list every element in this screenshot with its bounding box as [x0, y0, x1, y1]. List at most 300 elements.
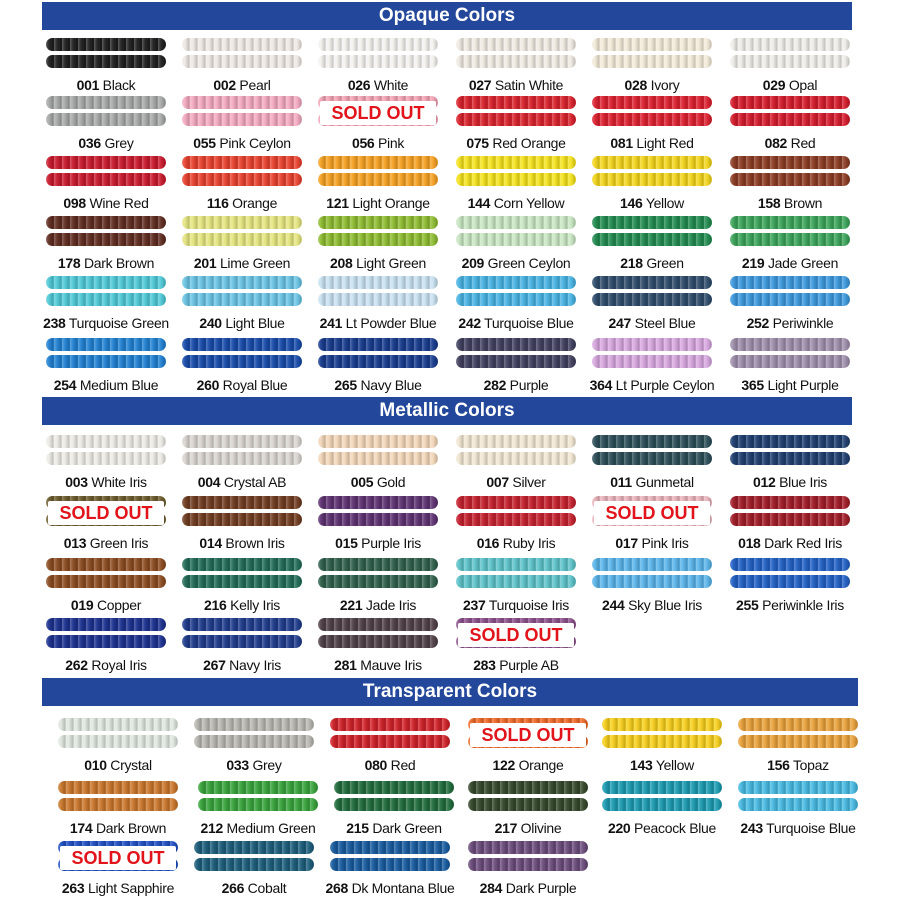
- bead-strand: [46, 38, 166, 51]
- bead-swatch[interactable]: [44, 153, 168, 211]
- bead-code: 212: [200, 820, 223, 836]
- bead-label: [186, 880, 322, 896]
- bead-strand: [194, 841, 314, 854]
- bead-swatch[interactable]: [454, 93, 578, 151]
- bead-swatch[interactable]: [728, 273, 852, 331]
- bead-name: Turquoise Blue: [762, 820, 856, 836]
- bead-swatch[interactable]: [316, 153, 440, 211]
- bead-name: Brown Iris: [221, 535, 285, 551]
- bead-strand-image: [316, 335, 440, 375]
- bead-strand: [318, 276, 438, 289]
- bead-strand: [58, 735, 178, 748]
- bead-strand-image: [180, 432, 304, 472]
- bead-label: [584, 135, 720, 151]
- bead-name: White Iris: [87, 474, 147, 490]
- bead-strand-image: [728, 35, 852, 75]
- bead-swatch[interactable]: [728, 35, 852, 93]
- bead-strand: [58, 781, 178, 794]
- bead-strand: [182, 276, 302, 289]
- bead-swatch[interactable]: [590, 35, 714, 93]
- bead-strand-image: [316, 432, 440, 472]
- bead-strand-image: [316, 493, 440, 533]
- bead-code: 014: [199, 535, 222, 551]
- bead-strand: [468, 781, 588, 794]
- bead-label: [722, 315, 858, 331]
- bead-code: 121: [326, 195, 349, 211]
- bead-strand-image: [180, 153, 304, 193]
- bead-name: Jade Green: [764, 255, 839, 271]
- bead-swatch[interactable]: [56, 838, 180, 896]
- bead-label: [322, 757, 458, 773]
- bead-code: 262: [65, 657, 88, 673]
- bead-swatch[interactable]: [454, 153, 578, 211]
- bead-swatch[interactable]: [466, 838, 590, 896]
- bead-strand: [182, 38, 302, 51]
- bead-strand-image: [316, 555, 440, 595]
- bead-code: 144: [467, 195, 491, 211]
- bead-code: 010: [84, 757, 107, 773]
- bead-name: Sky Blue Iris: [624, 597, 702, 613]
- bead-code: 026: [347, 77, 371, 93]
- bead-strand-image: [454, 213, 578, 253]
- bead-strand: [592, 575, 712, 588]
- bead-label: [38, 135, 174, 151]
- bead-strand-image: [316, 615, 440, 655]
- bead-strand: [194, 858, 314, 871]
- bead-strand: [182, 618, 302, 631]
- bead-code: 268: [325, 880, 348, 896]
- bead-name: Crystal AB: [220, 474, 287, 490]
- bead-swatch[interactable]: [196, 778, 320, 836]
- bead-swatch[interactable]: [454, 432, 578, 490]
- bead-code: 002: [213, 77, 236, 93]
- bead-swatch[interactable]: [180, 273, 304, 331]
- bead-name: Orange: [228, 195, 278, 211]
- bead-code: 265: [334, 377, 357, 393]
- bead-strand: [194, 735, 314, 748]
- bead-label: [448, 135, 584, 151]
- bead-strand: [730, 435, 850, 448]
- bead-name: Medium Green: [222, 820, 316, 836]
- bead-swatch[interactable]: [600, 715, 724, 773]
- bead-name: Lime Green: [216, 255, 291, 271]
- bead-name: Pink: [374, 135, 405, 151]
- bead-code: 260: [196, 377, 220, 393]
- bead-code: 215: [346, 820, 369, 836]
- sold-out-badge: SOLD OUT: [320, 101, 436, 125]
- bead-strand-image: [328, 838, 452, 878]
- bead-label: [310, 597, 446, 613]
- bead-code: 122: [492, 757, 515, 773]
- bead-swatch[interactable]: [590, 273, 714, 331]
- bead-swatch[interactable]: [192, 715, 316, 773]
- bead-strand: [318, 233, 438, 246]
- bead-label: [310, 77, 446, 93]
- bead-code: 247: [608, 315, 632, 331]
- bead-name: Purple: [506, 377, 549, 393]
- bead-swatch[interactable]: [56, 778, 180, 836]
- bead-swatch[interactable]: [728, 493, 852, 551]
- bead-name: Kelly Iris: [226, 597, 280, 613]
- bead-code: 178: [57, 255, 81, 271]
- bead-strand: [46, 575, 166, 588]
- bead-strand: [46, 355, 166, 368]
- bead-code: 013: [63, 535, 87, 551]
- bead-label: [594, 820, 730, 836]
- bead-strand: [730, 96, 850, 109]
- bead-swatch[interactable]: [454, 335, 578, 393]
- bead-strand-image: [454, 35, 578, 75]
- bead-code: 055: [193, 135, 216, 151]
- bead-label: [722, 535, 858, 551]
- bead-name: Pink Ceylon: [215, 135, 291, 151]
- bead-strand-image: [454, 432, 578, 472]
- bead-label: [584, 597, 720, 613]
- bead-name: Lt Purple Ceylon: [612, 377, 715, 393]
- bead-code: 116: [206, 195, 229, 211]
- bead-name: Peacock Blue: [630, 820, 717, 836]
- bead-code: 255: [736, 597, 759, 613]
- bead-swatch[interactable]: [736, 778, 860, 836]
- bead-name: Corn Yellow: [490, 195, 565, 211]
- bead-name: Gold: [373, 474, 406, 490]
- bead-label: [38, 315, 174, 331]
- bead-name: Pink Iris: [637, 535, 689, 551]
- bead-strand: [456, 435, 576, 448]
- bead-swatch[interactable]: [466, 715, 590, 773]
- bead-code: 252: [746, 315, 770, 331]
- bead-name: Red: [387, 757, 416, 773]
- bead-swatch[interactable]: [728, 213, 852, 271]
- bead-swatch[interactable]: [590, 153, 714, 211]
- bead-strand: [456, 173, 576, 186]
- bead-code: 075: [466, 135, 489, 151]
- bead-swatch[interactable]: [180, 213, 304, 271]
- bead-swatch[interactable]: [316, 432, 440, 490]
- bead-strand: [730, 156, 850, 169]
- bead-swatch[interactable]: [316, 335, 440, 393]
- bead-strand-image: [180, 335, 304, 375]
- bead-strand: [592, 293, 712, 306]
- bead-label: [38, 535, 174, 551]
- bead-name: Lt Powder Blue: [342, 315, 437, 331]
- bead-strand-image: [44, 432, 168, 472]
- bead-strand: [318, 38, 438, 51]
- bead-strand: [602, 798, 722, 811]
- bead-name: Turquoise Green: [65, 315, 169, 331]
- bead-swatch[interactable]: [728, 432, 852, 490]
- bead-code: 240: [199, 315, 222, 331]
- bead-name: Satin White: [491, 77, 564, 93]
- bead-strand: [592, 558, 712, 571]
- bead-swatch[interactable]: [180, 615, 304, 673]
- bead-swatch[interactable]: [600, 778, 724, 836]
- bead-swatch[interactable]: [316, 493, 440, 551]
- bead-swatch[interactable]: [44, 93, 168, 151]
- bead-code: 156: [767, 757, 790, 773]
- bead-strand: [182, 452, 302, 465]
- bead-swatch[interactable]: [316, 615, 440, 673]
- bead-swatch[interactable]: [180, 555, 304, 613]
- bead-strand: [456, 96, 576, 109]
- bead-swatch[interactable]: [316, 273, 440, 331]
- bead-swatch[interactable]: [454, 615, 578, 673]
- bead-swatch[interactable]: [44, 213, 168, 271]
- bead-strand: [456, 558, 576, 571]
- bead-strand: [182, 513, 302, 526]
- bead-strand: [468, 841, 588, 854]
- bead-label: [448, 377, 584, 393]
- bead-swatch[interactable]: [180, 153, 304, 211]
- bead-label: [722, 135, 858, 151]
- bead-swatch[interactable]: [466, 778, 590, 836]
- bead-label: [722, 77, 858, 93]
- bead-strand-image: [454, 493, 578, 533]
- bead-strand: [592, 233, 712, 246]
- bead-strand: [730, 575, 850, 588]
- bead-strand: [592, 435, 712, 448]
- bead-swatch[interactable]: [590, 213, 714, 271]
- bead-strand: [456, 55, 576, 68]
- bead-code: 080: [364, 757, 388, 773]
- bead-strand: [334, 781, 454, 794]
- bead-strand: [182, 635, 302, 648]
- bead-strand: [456, 156, 576, 169]
- bead-strand: [456, 513, 576, 526]
- bead-strand: [602, 735, 722, 748]
- bead-strand-image: [180, 93, 304, 133]
- bead-swatch[interactable]: [728, 335, 852, 393]
- bead-name: Turquoise Iris: [485, 597, 569, 613]
- bead-name: Navy Blue: [356, 377, 422, 393]
- bead-label: [722, 255, 858, 271]
- bead-name: Light Orange: [348, 195, 430, 211]
- bead-code: 238: [43, 315, 66, 331]
- bead-strand: [730, 173, 850, 186]
- bead-strand: [46, 635, 166, 648]
- bead-swatch[interactable]: [590, 493, 714, 551]
- bead-swatch[interactable]: [44, 493, 168, 551]
- bead-label: [310, 315, 446, 331]
- bead-strand: [46, 618, 166, 631]
- bead-strand: [730, 338, 850, 351]
- bead-strand-image: [728, 93, 852, 133]
- bead-strand: [730, 113, 850, 126]
- bead-name: Medium Blue: [76, 377, 159, 393]
- bead-strand: [456, 293, 576, 306]
- bead-name: Dark Brown: [80, 255, 155, 271]
- bead-label: [322, 880, 458, 896]
- bead-strand: [318, 293, 438, 306]
- bead-swatch[interactable]: [180, 493, 304, 551]
- bead-swatch[interactable]: [328, 715, 452, 773]
- bead-swatch[interactable]: [316, 93, 440, 151]
- bead-strand: [182, 355, 302, 368]
- bead-label: [584, 315, 720, 331]
- bead-name: Olivine: [517, 820, 562, 836]
- bead-code: 241: [319, 315, 343, 331]
- bead-strand: [198, 798, 318, 811]
- bead-swatch[interactable]: [454, 35, 578, 93]
- bead-name: Light Sapphire: [84, 880, 175, 896]
- bead-label: [460, 820, 596, 836]
- bead-strand: [318, 338, 438, 351]
- bead-code: 221: [339, 597, 363, 613]
- bead-swatch[interactable]: [44, 555, 168, 613]
- bead-code: 284: [479, 880, 503, 896]
- bead-swatch[interactable]: [192, 838, 316, 896]
- bead-strand-image: [192, 715, 316, 755]
- bead-label: [448, 195, 584, 211]
- bead-name: Dark Red Iris: [760, 535, 842, 551]
- bead-strand: [592, 173, 712, 186]
- bead-strand: [456, 276, 576, 289]
- bead-strand-image: [44, 555, 168, 595]
- bead-strand-image: [454, 273, 578, 313]
- bead-label: [310, 377, 446, 393]
- bead-code: 281: [334, 657, 357, 673]
- bead-swatch[interactable]: [590, 432, 714, 490]
- bead-strand-image: [590, 213, 714, 253]
- bead-code: 146: [620, 195, 643, 211]
- bead-label: [174, 315, 310, 331]
- bead-swatch[interactable]: [180, 335, 304, 393]
- bead-swatch[interactable]: [728, 555, 852, 613]
- bead-code: 098: [63, 195, 86, 211]
- bead-strand: [46, 338, 166, 351]
- bead-swatch[interactable]: [56, 715, 180, 773]
- bead-strand: [194, 718, 314, 731]
- bead-code: 209: [461, 255, 485, 271]
- bead-swatch[interactable]: [44, 35, 168, 93]
- bead-swatch[interactable]: [180, 432, 304, 490]
- bead-strand: [456, 216, 576, 229]
- bead-swatch[interactable]: [332, 778, 456, 836]
- bead-label: [50, 880, 186, 896]
- bead-strand-image: [44, 615, 168, 655]
- bead-strand: [318, 496, 438, 509]
- bead-swatch[interactable]: [316, 35, 440, 93]
- bead-strand: [182, 575, 302, 588]
- bead-strand-image: [56, 715, 180, 755]
- bead-label: [448, 77, 584, 93]
- bead-name: Royal Iris: [87, 657, 147, 673]
- bead-strand: [730, 293, 850, 306]
- bead-name: Mauve Iris: [356, 657, 422, 673]
- bead-label: [38, 377, 174, 393]
- bead-swatch[interactable]: [44, 335, 168, 393]
- bead-swatch[interactable]: [589, 335, 715, 393]
- bead-swatch[interactable]: [454, 493, 578, 551]
- bead-code: 217: [494, 820, 518, 836]
- bead-swatch[interactable]: [728, 93, 852, 151]
- bead-label: [174, 597, 310, 613]
- bead-code: 019: [70, 597, 94, 613]
- bead-code: 158: [757, 195, 781, 211]
- bead-strand: [318, 216, 438, 229]
- bead-code: 056: [351, 135, 375, 151]
- bead-label: [174, 195, 310, 211]
- bead-name: Navy Iris: [225, 657, 281, 673]
- bead-strand: [318, 156, 438, 169]
- bead-swatch[interactable]: [180, 35, 304, 93]
- bead-label: [38, 597, 174, 613]
- bead-label: [38, 77, 174, 93]
- section-title-opaque: Opaque Colors: [42, 2, 852, 30]
- bead-name: Light Blue: [221, 315, 285, 331]
- bead-strand: [592, 338, 712, 351]
- bead-code: 216: [204, 597, 227, 613]
- bead-swatch[interactable]: [44, 432, 168, 490]
- bead-strand: [592, 216, 712, 229]
- bead-strand: [468, 798, 588, 811]
- bead-code: 244: [602, 597, 625, 613]
- bead-strand: [182, 233, 302, 246]
- bead-strand: [738, 781, 858, 794]
- bead-strand: [46, 233, 166, 246]
- bead-swatch[interactable]: [728, 153, 852, 211]
- bead-name: Dark Purple: [502, 880, 577, 896]
- bead-strand-image: [44, 213, 168, 253]
- bead-strand: [182, 338, 302, 351]
- bead-code: 003: [65, 474, 88, 490]
- bead-strand-image: [316, 35, 440, 75]
- bead-strand: [330, 718, 450, 731]
- bead-label: [38, 255, 174, 271]
- bead-swatch[interactable]: [43, 273, 169, 331]
- bead-strand: [318, 635, 438, 648]
- bead-swatch[interactable]: [454, 213, 578, 271]
- bead-strand-image: [728, 555, 852, 595]
- bead-name: Light Red: [632, 135, 694, 151]
- bead-code: 218: [620, 255, 643, 271]
- bead-name: Periwinkle Iris: [758, 597, 844, 613]
- bead-strand: [602, 718, 722, 731]
- bead-swatch[interactable]: [44, 615, 168, 673]
- bead-swatch[interactable]: [180, 93, 304, 151]
- bead-swatch[interactable]: [454, 273, 578, 331]
- bead-strand: [730, 55, 850, 68]
- bead-name: Light Purple: [763, 377, 839, 393]
- bead-code: 143: [630, 757, 653, 773]
- bead-swatch[interactable]: [325, 838, 455, 896]
- bead-strand: [730, 496, 850, 509]
- bead-code: 267: [203, 657, 226, 673]
- bead-strand-image: [180, 35, 304, 75]
- bead-swatch[interactable]: [454, 555, 578, 613]
- bead-strand-image: [590, 432, 714, 472]
- bead-code: 001: [76, 77, 100, 93]
- bead-swatch[interactable]: [590, 93, 714, 151]
- bead-name: Yellow: [642, 195, 684, 211]
- bead-label: [584, 535, 720, 551]
- bead-swatch[interactable]: [316, 213, 440, 271]
- bead-name: Dk Montana Blue: [347, 880, 455, 896]
- bead-strand: [602, 781, 722, 794]
- bead-name: Ruby Iris: [499, 535, 556, 551]
- bead-swatch[interactable]: [316, 555, 440, 613]
- bead-strand: [334, 798, 454, 811]
- bead-strand: [592, 355, 712, 368]
- bead-strand: [318, 55, 438, 68]
- bead-strand-image: [180, 213, 304, 253]
- bead-strand: [730, 513, 850, 526]
- section-title-metallic: Metallic Colors: [42, 397, 852, 425]
- bead-swatch[interactable]: [736, 715, 860, 773]
- bead-swatch[interactable]: [590, 555, 714, 613]
- bead-strand: [318, 173, 438, 186]
- bead-name: Brown: [780, 195, 823, 211]
